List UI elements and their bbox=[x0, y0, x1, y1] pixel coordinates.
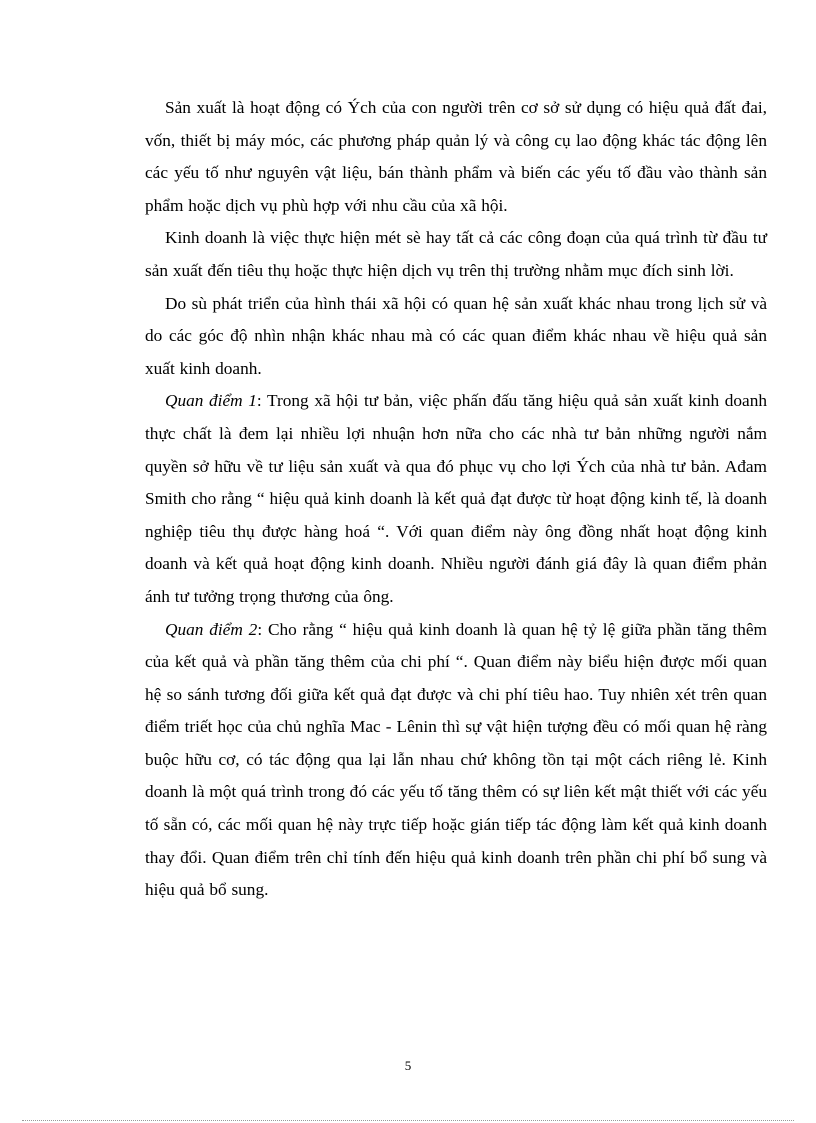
paragraph-text: Kinh doanh là việc thực hiện mét sè hay tất cả các công đoạn của quá trình từ đầu tư sản xuất đến tiêu thụ hoặc thực hiện dịch vụ trên thị trường nhằm mục đích sinh lời. bbox=[145, 228, 767, 280]
paragraph-text: : Cho rằng “ hiệu quả kinh doanh là quan hệ tỷ lệ giữa phần tăng thêm của kết quả và phần tăng thêm của chi phí “. Quan điểm này biểu hiện được mối quan hệ so sánh tương đối giữa kết quả đạt được và chi phí tiêu hao. Tuy nhiên xét trên quan điểm triết học của chủ nghĩa Mac - Lênin thì sự vật hiện tượng đều có mối quan hệ ràng buộc hữu cơ, có tác động qua lại lẫn nhau chứ không tồn tại một cách riêng lẻ. Kinh doanh là một quá trình trong đó các yếu tố tăng thêm có sự liên kết mật thiết với các yếu tố sẵn có, các mối quan hệ này trực tiếp hoặc gián tiếp tác động làm kết quả kinh doanh thay đổi. Quan điểm trên chỉ tính đến hiệu quả kinh doanh trên phần chi phí bổ sung và hiệu quả bổ sung. bbox=[145, 619, 767, 900]
paragraph-viewpoints-intro bbox=[145, 288, 767, 386]
paragraph-viewpoint-1 bbox=[145, 385, 767, 613]
page-bottom-divider bbox=[22, 1120, 794, 1121]
paragraph-text: : Trong xã hội tư bản, việc phấn đấu tăng hiệu quả sản xuất kinh doanh thực chất là đem lại nhiều lợi nhuận hơn nữa cho các nhà tư bản những người nắm quyền sở hữu về tư liệu sản xuất và qua đó phục vụ cho lợi Ých của nhà tư bản. Ađam Smith cho rằng “ hiệu quả kinh doanh là kết quả đạt được từ hoạt động kinh tế, là doanh nghiệp tiêu thụ được hàng hoá “. Với quan điểm này ông đồng nhất hoạt động kinh doanh và kết quả hoạt động kinh doanh. Nhiều người đánh giá đây là quan điểm phản ánh tư tưởng trọng thương của ông. bbox=[145, 391, 767, 606]
viewpoint-2-heading: Quan điểm 2 bbox=[165, 619, 258, 639]
paragraph-production-definition bbox=[145, 92, 767, 222]
paragraph-text: Sản xuất là hoạt động có Ých của con người trên cơ sở sử dụng có hiệu quả đất đai, vốn, thiết bị máy móc, các phương pháp quản lý và công cụ lao động khác tác động lên các yếu tố như nguyên vật liệu, bán thành phẩm và biến các yếu tố đầu vào thành sản phẩm hoặc dịch vụ phù hợp với nhu cầu của xã hội. bbox=[145, 98, 767, 215]
paragraph-business-definition bbox=[145, 222, 767, 287]
page-number: 5 bbox=[404, 1058, 412, 1073]
paragraph-text: Do sù phát triển của hình thái xã hội có quan hệ sản xuất khác nhau trong lịch sử và do các góc độ nhìn nhận khác nhau mà có các quan điểm khác nhau về hiệu quả sản xuất kinh doanh. bbox=[145, 293, 767, 378]
paragraph-viewpoint-2 bbox=[145, 614, 767, 907]
body-text bbox=[145, 92, 767, 907]
viewpoint-1-heading: Quan điểm 1 bbox=[165, 391, 257, 411]
